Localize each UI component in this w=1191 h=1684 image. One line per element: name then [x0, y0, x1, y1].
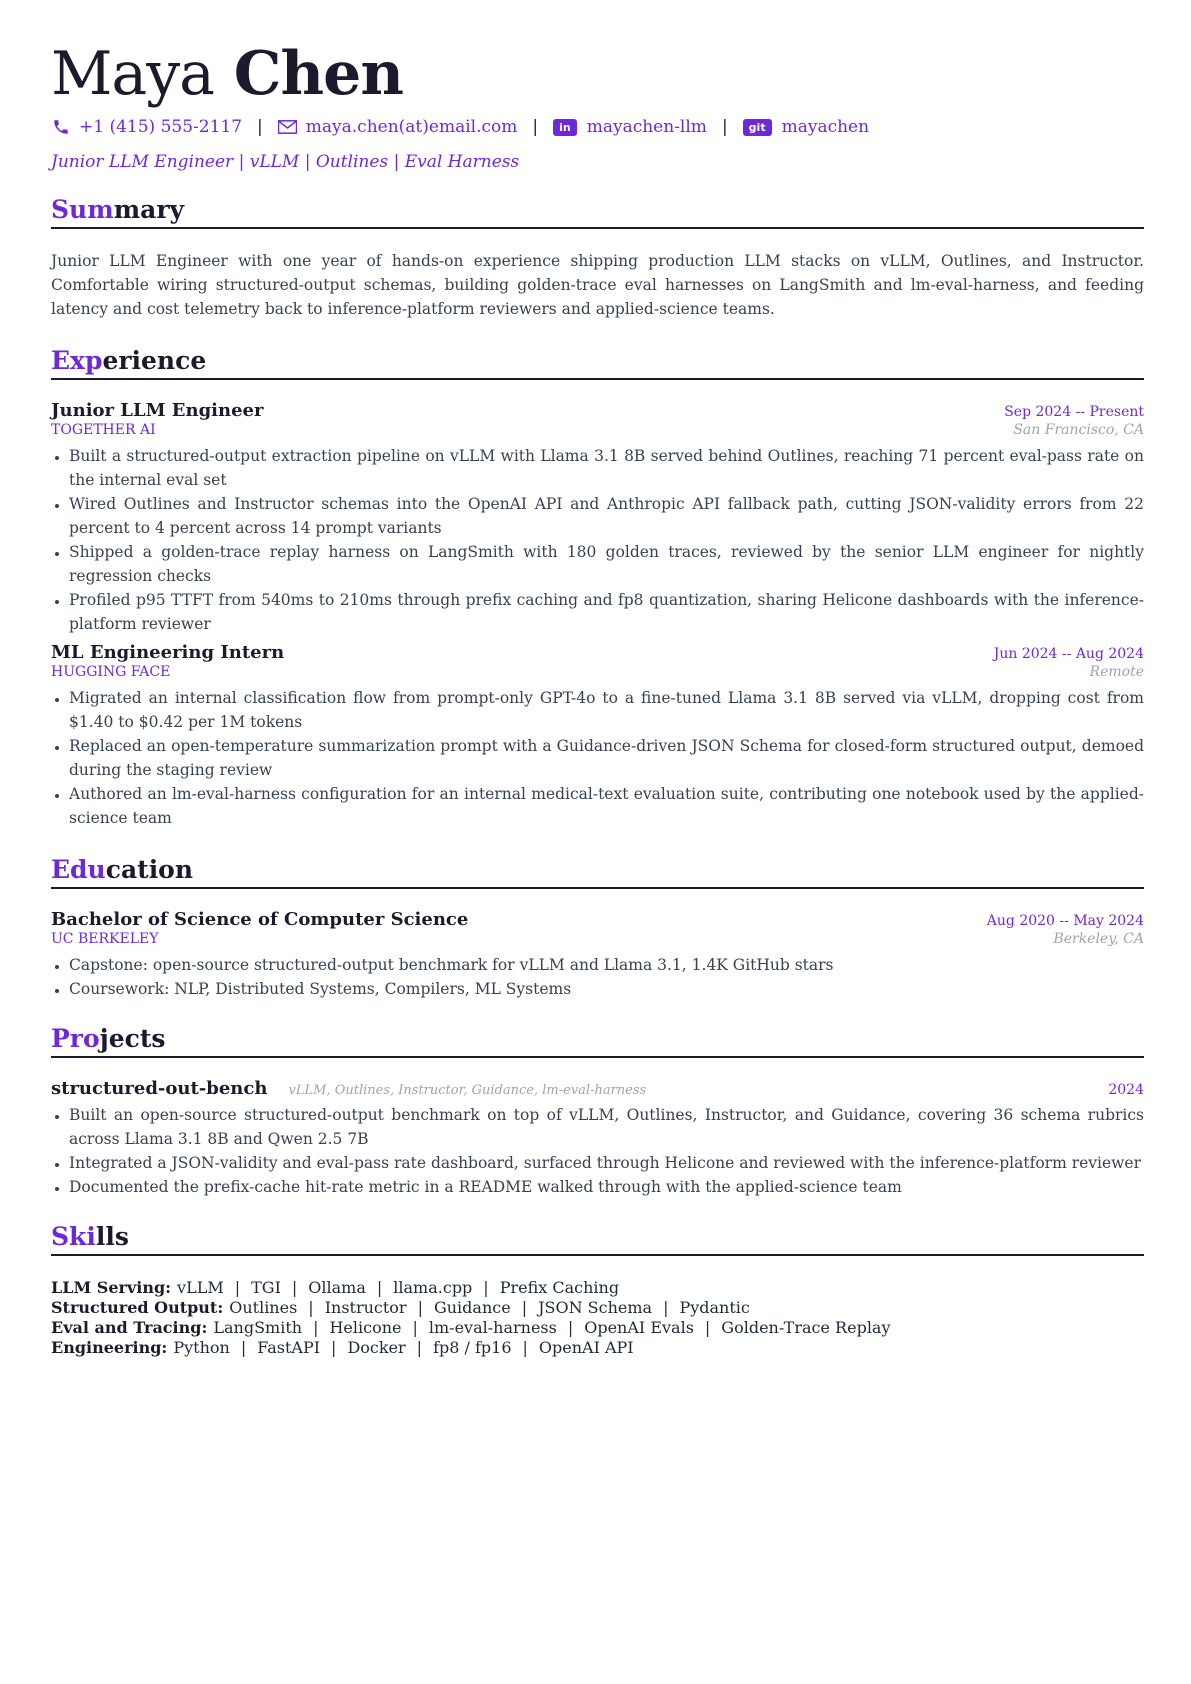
phone-contact[interactable] [51, 117, 242, 137]
skill-item: vLLM [177, 1278, 224, 1297]
job-bullets [51, 444, 1144, 636]
git-icon: git [743, 119, 772, 136]
experience-section [51, 345, 1144, 830]
skill-item: OpenAI API [538, 1338, 634, 1357]
skill-item: TGI [251, 1278, 281, 1297]
section-title-summary [51, 194, 1144, 229]
linkedin-contact[interactable] [553, 117, 707, 137]
list-item: • Coursework: NLP, Distributed Systems, Compilers, ML Systems [69, 977, 1144, 1001]
phone-icon [51, 117, 71, 137]
list-item: • Authored an lm-eval-harness configuration for an internal medical-text evaluation suite, contributing one notebook used by the applied-science team [69, 782, 1144, 830]
section-title-education [51, 854, 1144, 889]
skill-row [51, 1318, 1144, 1338]
skill-item: OpenAI Evals [584, 1318, 694, 1337]
separator: | [308, 1298, 314, 1317]
education-bullets [51, 953, 1144, 1001]
list-item: • Migrated an internal classification flow from prompt-only GPT-4o to a fine-tuned Llama 3.1 8B served via vLLM, dropping cost from $1.40 to $0.42 per 1M tokens [69, 686, 1144, 734]
separator: | [567, 1318, 574, 1337]
separator: | [257, 117, 263, 137]
skill-item: Guidance [433, 1298, 511, 1317]
job-dates: Jun 2024 -- Aug 2024 [993, 646, 1144, 662]
separator: | [483, 1278, 489, 1297]
skill-row [51, 1278, 1144, 1298]
skills-section [51, 1221, 1144, 1358]
job-dates: Sep 2024 -- Present [1004, 404, 1144, 420]
section-title-projects [51, 1023, 1144, 1058]
title-accent: Sum [51, 195, 114, 224]
linkedin-icon: in [553, 119, 577, 136]
first-name: Maya [51, 39, 214, 109]
list-item: • Capstone: open-source structured-output benchmark for vLLM and Llama 3.1, 1.4K GitHub stars [69, 953, 1144, 977]
list-item: • Built an open-source structured-output benchmark on top of vLLM, Outlines, Instructor, and Guidance, covering 36 schema rubrics across Llama 3.1 8B and Qwen 2.5 7B [69, 1103, 1144, 1151]
separator: | [291, 1278, 298, 1297]
skill-item: Python [173, 1338, 230, 1357]
email-address: maya.chen(at)email.com [305, 117, 518, 137]
email-contact[interactable] [278, 117, 518, 137]
degree: Bachelor of Science of Computer Science [51, 909, 469, 930]
summary-section [51, 194, 1144, 321]
list-item: • Built a structured-output extraction pipeline on vLLM with Llama 3.1 8B served behind Outlines, reaching 71 percent eval-pass rate on the internal eval set [69, 444, 1144, 492]
skill-item: Outlines [229, 1298, 298, 1317]
tagline: Junior LLM Engineer | vLLM | Outlines | Eval Harness [51, 152, 520, 172]
skill-item: Prefix Caching [499, 1278, 620, 1297]
last-name: Chen [233, 39, 403, 109]
job-company: TOGETHER AI [51, 422, 156, 438]
separator: | [416, 1338, 423, 1357]
title-rest: jects [99, 1024, 166, 1053]
job-location: Remote [1089, 664, 1144, 680]
skill-category: Engineering: [51, 1338, 168, 1357]
project-name: structured-out-bench [51, 1078, 268, 1099]
list-item: • Shipped a golden-trace replay harness on LangSmith with 180 golden traces, reviewed by the senior LLM engineer for nightly regression checks [69, 540, 1144, 588]
skill-item: JSON Schema [538, 1298, 653, 1317]
school: UC BERKELEY [51, 931, 159, 947]
separator: | [522, 1338, 528, 1357]
title-accent: Edu [51, 855, 106, 884]
project-year: 2024 [1108, 1082, 1144, 1098]
separator: | [240, 1338, 247, 1357]
separator: | [532, 117, 539, 137]
skill-item: Golden-Trace Replay [721, 1318, 891, 1337]
mail-icon [278, 117, 298, 137]
school-location: Berkeley, CA [1053, 931, 1144, 947]
separator: | [521, 1298, 528, 1317]
title-rest: mary [113, 195, 185, 224]
skill-category: LLM Serving: [51, 1278, 172, 1297]
linkedin-handle: mayachen-llm [586, 117, 707, 137]
skills-list [51, 1278, 1144, 1358]
projects-section [51, 1023, 1144, 1199]
skill-item: LangSmith [213, 1318, 303, 1337]
skill-item: llama.cpp [393, 1278, 473, 1297]
title-rest: erience [102, 346, 207, 375]
title-accent: Exp [51, 346, 103, 375]
separator: | [663, 1298, 669, 1317]
job-role: ML Engineering Intern [51, 642, 285, 663]
separator: | [234, 1278, 241, 1297]
skill-row [51, 1338, 1144, 1358]
separator: | [313, 1318, 319, 1337]
job-bullets [51, 686, 1144, 830]
list-item: • Documented the prefix-cache hit-rate metric in a README walked through with the applied-science team [69, 1175, 1144, 1199]
job-entry [51, 642, 1144, 830]
education-entry [51, 909, 1144, 1001]
job-company: HUGGING FACE [51, 664, 171, 680]
project-tech: vLLM, Outlines, Instructor, Guidance, lm-eval-harness [288, 1083, 647, 1098]
separator: | [412, 1318, 418, 1337]
summary-text: Junior LLM Engineer with one year of hands-on experience shipping production LLM stacks on vLLM, Outlines, and Instructor. Comfortable wiring structured-output schemas, building golden-trace eval harnesses on LangSmith and lm-eval-harness, and feeding latency and cost telemetry back to inference-platform reviewers and applied-science teams. [51, 252, 1144, 318]
phone-number: +1 (415) 555-2117 [79, 117, 243, 137]
skill-item: Docker [347, 1338, 406, 1357]
section-title-experience [51, 345, 1144, 380]
skill-category: Structured Output: [51, 1298, 224, 1317]
education-section [51, 854, 1144, 1001]
job-role: Junior LLM Engineer [51, 400, 264, 421]
list-item: • Replaced an open-temperature summarization prompt with a Guidance-driven JSON Schema for closed-form structured output, demoed during the staging review [69, 734, 1144, 782]
skill-item: fp8 / fp16 [433, 1338, 512, 1357]
skill-item: FastAPI [257, 1338, 321, 1357]
skill-item: Instructor [324, 1298, 407, 1317]
github-contact[interactable] [743, 117, 869, 137]
job-entry [51, 400, 1144, 636]
list-item: • Wired Outlines and Instructor schemas into the OpenAI API and Anthropic API fallback path, cutting JSON-validity errors from 22 percent to 4 percent across 14 prompt variants [69, 492, 1144, 540]
title-rest: cation [105, 855, 194, 884]
job-location: San Francisco, CA [1013, 422, 1144, 438]
list-item: • Profiled p95 TTFT from 540ms to 210ms through prefix caching and fp8 quantization, sharing Helicone dashboards with the inference-platform reviewer [69, 588, 1144, 636]
skill-item: Pydantic [679, 1298, 750, 1317]
education-dates: Aug 2020 -- May 2024 [986, 913, 1144, 929]
title-accent: Pro [51, 1024, 100, 1053]
separator: | [417, 1298, 423, 1317]
github-handle: mayachen [781, 117, 870, 137]
project-entry [51, 1078, 1144, 1199]
title-rest: lls [95, 1222, 129, 1251]
list-item: • Integrated a JSON-validity and eval-pass rate dashboard, surfaced through Helicone and reviewed with the inference-platform reviewer [69, 1151, 1144, 1175]
separator: | [721, 117, 728, 137]
section-title-skills [51, 1221, 1144, 1256]
skill-category: Eval and Tracing: [51, 1318, 208, 1337]
separator: | [331, 1338, 337, 1357]
separator: | [704, 1318, 711, 1337]
title-accent: Ski [51, 1222, 96, 1251]
skill-item: lm-eval-harness [428, 1318, 557, 1337]
project-bullets [51, 1103, 1144, 1199]
separator: | [376, 1278, 383, 1297]
candidate-name [51, 38, 1144, 110]
skill-item: Helicone [329, 1318, 402, 1337]
skill-row [51, 1298, 1144, 1318]
contact-bar [51, 114, 1144, 140]
skill-item: Ollama [308, 1278, 366, 1297]
